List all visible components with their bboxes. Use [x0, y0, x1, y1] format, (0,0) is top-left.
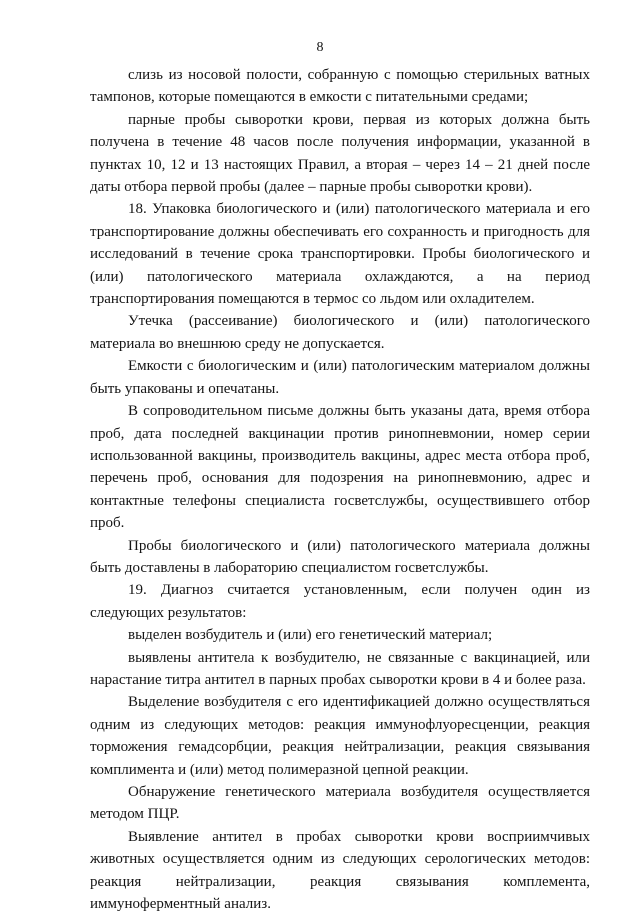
paragraph-antibodies-detected: выявлены антитела к возбудителю, не связанные с вакцинацией, или нарастание титра антител в парных пробах сыворотки крови в 4 и более раза.: [90, 649, 590, 688]
paragraph-18-packaging: 18. Упаковка биологического и (или) патологического материала и его транспортирование должны обеспечивать его сохранность и пригодность для исследований в течение срока транспортировки. Пробы биологического и (или) патологического материала охлаждаются, а на период транспортирования помещаются в термос со льдом или охладителем.: [90, 201, 590, 308]
paragraph-delivery: Пробы биологического и (или) патологического материала должны быть доставлены в лабораторию специалистом госветслужбы.: [90, 537, 590, 576]
paragraph-pathogen-isolated: выделен возбудитель и (или) его генетический материал;: [128, 627, 493, 644]
page-number: 8: [316, 40, 324, 55]
paragraph-19-diagnosis: 19. Диагноз считается установленным, если получен один из следующих результатов:: [90, 582, 590, 621]
paragraph-nasal-mucus: слизь из носовой полости, собранную с помощью стерильных ватных тампонов, которые помещаются в емкости с питательными средами;: [90, 67, 590, 106]
paragraph-containers-sealed: Емкости с биологическим и (или) патологическим материалом должны быть упакованы и опечатаны.: [90, 358, 590, 397]
paragraph-paired-serum-samples: парные пробы сыворотки крови, первая из которых должна быть получена в течение 48 часов после получения информации, указанной в пунктах 10, 12 и 13 настоящих Правил, а вторая – через 14 – 21 дней после даты отбора первой пробы (далее – парные пробы сыворотки крови).: [90, 111, 590, 196]
document-body: [90, 64, 590, 915]
paragraph-pcr-method: Обнаружение генетического материала возбудителя осуществляется методом ПЦР.: [90, 784, 590, 823]
paragraph-serological-methods: Выявление антител в пробах сыворотки крови восприимчивых животных осуществляется одним из следующих серологических методов: реакция нейтрализации, реакция связывания комплемента, иммуноферментный анализ.: [90, 828, 590, 913]
paragraph-cover-letter: В сопроводительном письме должны быть указаны дата, время отбора проб, дата последней вакцинации против ринопневмонии, номер серии использованной вакцины, производитель вакцины, адрес места отбора проб, перечень проб, основания для подозрения на ринопневмонию, адрес и контактные телефоны специалиста госветслужбы, осуществившего отбор проб.: [90, 403, 590, 532]
paragraph-isolation-methods: Выделение возбудителя с его идентификацией должно осуществляться одним из следующих методов: реакция иммунофлуоресценции, реакция торможения гемадсорбции, реакция нейтрализации, реакция связывания комплимента и (или) метод полимеразной цепной реакции.: [90, 694, 590, 778]
paragraph-leakage: Утечка (рассеивание) биологического и (или) патологического материала во внешнюю среду не допускается.: [90, 313, 590, 352]
